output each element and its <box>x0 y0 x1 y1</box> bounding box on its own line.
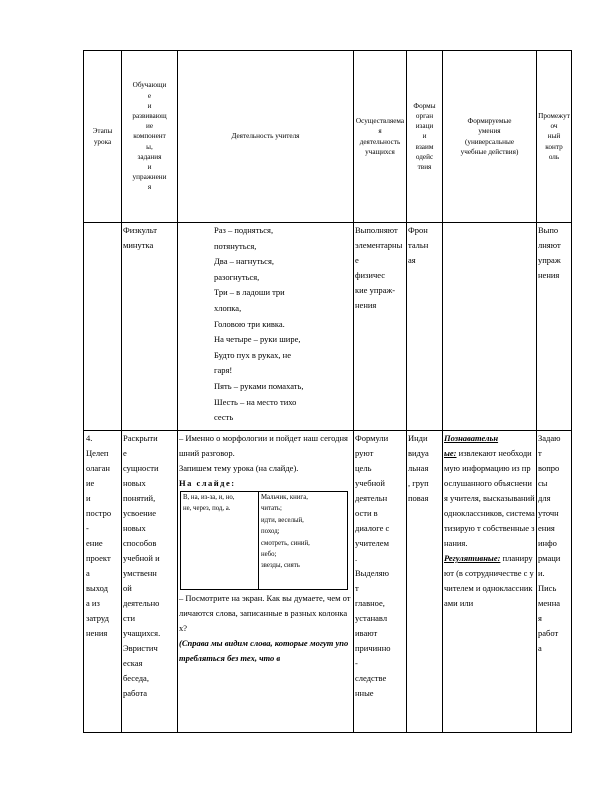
control-cell: Задаю т вопро сы для уточн ения инфо рмаци и. Пись менна я работ а <box>537 431 572 733</box>
stage-cell <box>84 223 122 431</box>
stage-cell: 4. Целеп олаган ие и постро - ение проект а выход а из затруд нения <box>84 431 122 733</box>
regulative-label: Регулятивные: <box>444 553 501 563</box>
table-row-fizkultminutka <box>84 223 572 431</box>
lesson-plan-table <box>83 50 572 733</box>
function-words-cell: В, на, из-за, и, но, не, через, под, а. <box>181 492 259 590</box>
teacher-cell <box>178 223 354 431</box>
exercise-poem: Раз – подняться, потянуться, Два – нагнуться, разогнуться, Три – в ладоши три хлопка, Головою три кивка. На четыре – руки шире, Будто пух в руках, не гаря! Пять – руками помахать, Шесть – на место тихо сесть <box>214 225 304 423</box>
header-student-activity: Осуществляемая деятельность учащихся <box>354 51 407 223</box>
form-cell: Фрон тальн ая <box>407 223 443 431</box>
table-row-goal-setting <box>84 431 572 733</box>
header-components: Обучающи е и развивающ ие компонент ы, задания и упражнени я <box>122 51 178 223</box>
teacher-intro-text: – Именно о морфологии и пойдет наш сегодняшний разговор. Запишем тему урока (на слайде). <box>179 433 348 473</box>
word-columns-table <box>180 491 348 590</box>
uud-cell <box>443 431 537 733</box>
slide-label: На слайде: <box>179 478 236 488</box>
header-teacher-activity: Деятельность учителя <box>178 51 354 223</box>
teacher-italic-note: (Справа мы видим слова, которые могут употребляться без тех, что в <box>179 638 349 663</box>
uud-cell <box>443 223 537 431</box>
component-cell: Физкульт минутка <box>122 223 178 431</box>
teacher-cell <box>178 431 354 733</box>
student-cell: Формули руют цель учебной деятельн ости в диалоге с учителем . Выделяю т главное, устанавл ивают причинно - следстве нные <box>354 431 407 733</box>
header-row <box>84 51 572 223</box>
header-control: Промежуточ ный контр оль <box>537 51 572 223</box>
control-cell: Выпо лняют упраж нения <box>537 223 572 431</box>
header-skills: Формируемые умения (универсальные учебные действия) <box>443 51 537 223</box>
form-cell: Инди видуа льная , груп повая <box>407 431 443 733</box>
student-cell: Выполняют элементарные физичес кие упраж- нения <box>354 223 407 431</box>
cognitive-label: Познавательн ые: <box>444 433 499 458</box>
component-cell: Раскрыти е сущности новых понятий, усвоение новых способов учебной и умственн ой деятельно сти учащихся. Эвристич еская беседа, работа <box>122 431 178 733</box>
header-interaction-forms: Формы орган изаци и взаим одейс твия <box>407 51 443 223</box>
content-words-cell: Мальчик, книга, читать; идти, веселый, поход; смотреть, синий, небо; звезды, сиять <box>259 492 348 590</box>
teacher-question-text: – Посмотрите на экран. Как вы думаете, чем отличаются слова, записанные в разных колонках? <box>179 593 351 633</box>
regulative-text: планируют (в сотрудничестве с учителем и одноклассниками или <box>444 553 534 608</box>
cognitive-text: извлекают необходимую информацию из прослушанного объяснения учителя, высказываний одноклассников, систематизирую т собственные знания. <box>444 448 535 548</box>
header-stage: Этапы урока <box>84 51 122 223</box>
